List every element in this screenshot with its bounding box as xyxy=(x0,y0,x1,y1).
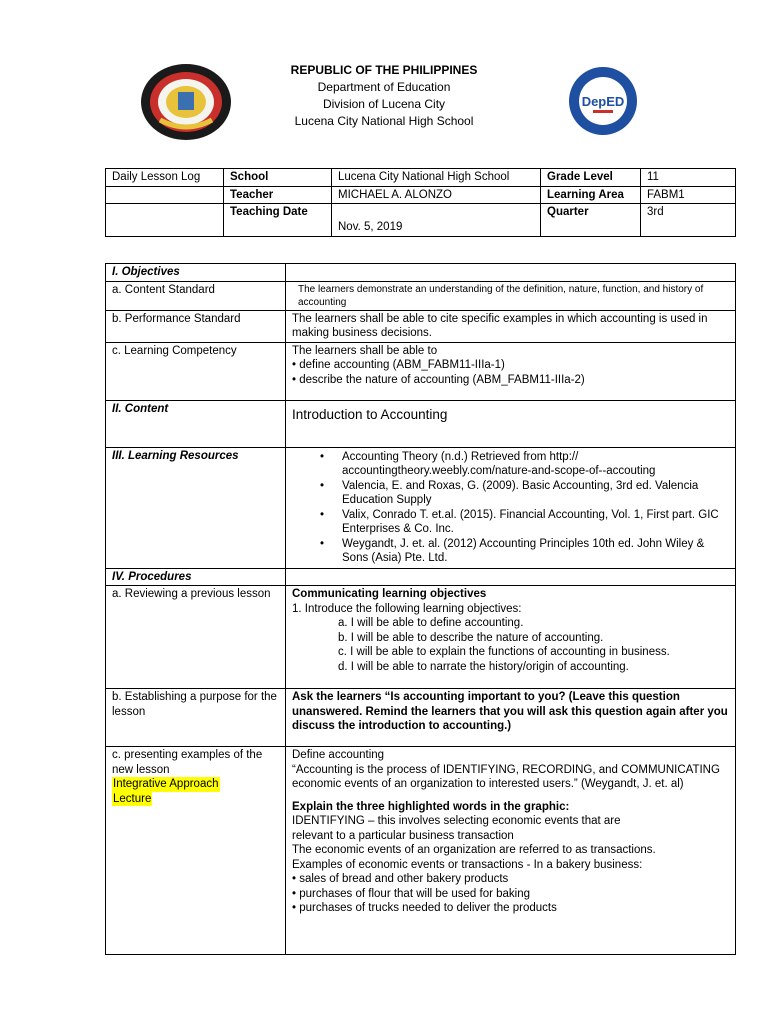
resource-item: • Accounting Theory (n.d.) Retrieved from http:// accountingtheory.weebly.com/nature-and-scope-of--accouting xyxy=(342,450,729,479)
example-item: • purchases of trucks needed to deliver the products xyxy=(292,901,729,916)
school-label: School xyxy=(224,169,332,187)
info-title: Daily Lesson Log xyxy=(106,169,224,187)
quarter-value: 3rd xyxy=(641,204,736,237)
info-empty-1 xyxy=(106,186,224,204)
date-value: Nov. 5, 2019 xyxy=(332,204,541,237)
competency-intro: The learners shall be able to xyxy=(292,344,438,357)
performance-standard-label: b. Performance Standard xyxy=(106,310,286,342)
examples-cell xyxy=(286,747,736,955)
content-title: Introduction to Accounting xyxy=(292,406,448,422)
examples-intro: Examples of economic events or transactions - In a bakery business: xyxy=(292,858,643,871)
document-header xyxy=(0,62,768,130)
review-objective: d. I will be able to narrate the history/origin of accounting. xyxy=(338,660,629,673)
highlight-integrative-approach: Integrative Approach xyxy=(113,778,219,790)
content-standard-value: The learners demonstrate an understanding of the definition, nature, function, and history of accounting xyxy=(286,281,736,310)
learning-competency-value xyxy=(286,342,736,400)
review-objective: b. I will be able to describe the nature of accounting. xyxy=(338,631,604,644)
procedures-heading: IV. Procedures xyxy=(106,568,286,586)
lesson-info-table xyxy=(105,168,736,237)
date-label: Teaching Date xyxy=(224,204,332,237)
school-value: Lucena City National High School xyxy=(332,169,541,187)
explain-title: Explain the three highlighted words in the graphic: xyxy=(292,800,570,813)
review-objective: c. I will be able to explain the functions of accounting in business. xyxy=(338,646,670,658)
teacher-value: MICHAEL A. ALONZO xyxy=(332,186,541,204)
grade-value: 11 xyxy=(641,169,736,187)
content-heading: II. Content xyxy=(106,400,286,447)
info-empty-2 xyxy=(106,204,224,237)
lesson-plan-table xyxy=(105,263,736,955)
review-label: a. Reviewing a previous lesson xyxy=(106,586,286,689)
resource-item: • Valencia, E. and Roxas, G. (2009). Basic Accounting, 3rd ed. Valencia Education Supply xyxy=(342,479,729,508)
review-intro: 1. Introduce the following learning objectives: xyxy=(292,602,522,615)
procedures-empty xyxy=(286,568,736,586)
header-line-1: REPUBLIC OF THE PHILIPPINES xyxy=(290,63,478,77)
performance-standard-value: The learners shall be able to cite specific examples in which accounting is used in making business decisions. xyxy=(286,310,736,342)
define-quote: “Accounting is the process of IDENTIFYING, RECORDING, and COMMUNICATING economic events of an organization to interested users.” (Weygandt, J. et. al) xyxy=(292,763,720,790)
competency-item: • define accounting (ABM_FABM11-IIIa-1) xyxy=(292,358,729,373)
header-line-3: Division of Lucena City xyxy=(322,97,446,111)
area-label: Learning Area xyxy=(541,186,641,204)
learning-competency-label: c. Learning Competency xyxy=(106,342,286,400)
review-title: Communicating learning objectives xyxy=(292,588,487,600)
teacher-label: Teacher xyxy=(224,186,332,204)
examples-label: c. presenting examples of the new lesson xyxy=(112,749,263,776)
transactions-text: The economic events of an organization are referred to as transactions. xyxy=(292,844,656,856)
area-value: FABM1 xyxy=(641,186,736,204)
objectives-empty xyxy=(286,264,736,282)
example-item: • sales of bread and other bakery products xyxy=(292,872,729,887)
purpose-value: Ask the learners “Is accounting important to you? (Leave this question unanswered. Remind the learners that you will ask this question again after you discuss the introduction to accounting.) xyxy=(286,689,736,747)
purpose-label: b. Establishing a purpose for the lesson xyxy=(106,689,286,747)
content-standard-label: a. Content Standard xyxy=(106,281,286,310)
identifying-text: IDENTIFYING – this involves selecting economic events that are relevant to a particular business transaction xyxy=(292,815,621,842)
example-item: • purchases of flour that will be used for baking xyxy=(292,887,729,902)
deped-logo-text: DepED xyxy=(581,94,625,109)
highlight-lecture: Lecture xyxy=(113,792,152,805)
review-cell xyxy=(286,586,736,689)
resource-item: • Valix, Conrado T. et.al. (2015). Financial Accounting, Vol. 1, First part. GIC Enterprises & Co. Inc. xyxy=(342,508,729,537)
header-line-4: Lucena City National High School xyxy=(294,114,474,128)
header-line-2: Department of Education xyxy=(317,80,451,94)
content-value-cell xyxy=(286,400,736,447)
examples-label-cell xyxy=(106,747,286,955)
competency-item: • describe the nature of accounting (ABM_FABM11-IIIa-2) xyxy=(292,373,729,388)
review-objective: a. I will be able to define accounting. xyxy=(338,617,524,629)
resources-heading: III. Learning Resources xyxy=(106,447,286,568)
objectives-heading: I. Objectives xyxy=(106,264,286,282)
resources-list-cell xyxy=(286,447,736,568)
define-title: Define accounting xyxy=(292,749,385,761)
grade-label: Grade Level xyxy=(541,169,641,187)
resource-item: • Weygandt, J. et. al. (2012) Accounting Principles 10th ed. John Wiley & Sons (Asia) Pte. Ltd. xyxy=(342,537,729,566)
quarter-label: Quarter xyxy=(541,204,641,237)
